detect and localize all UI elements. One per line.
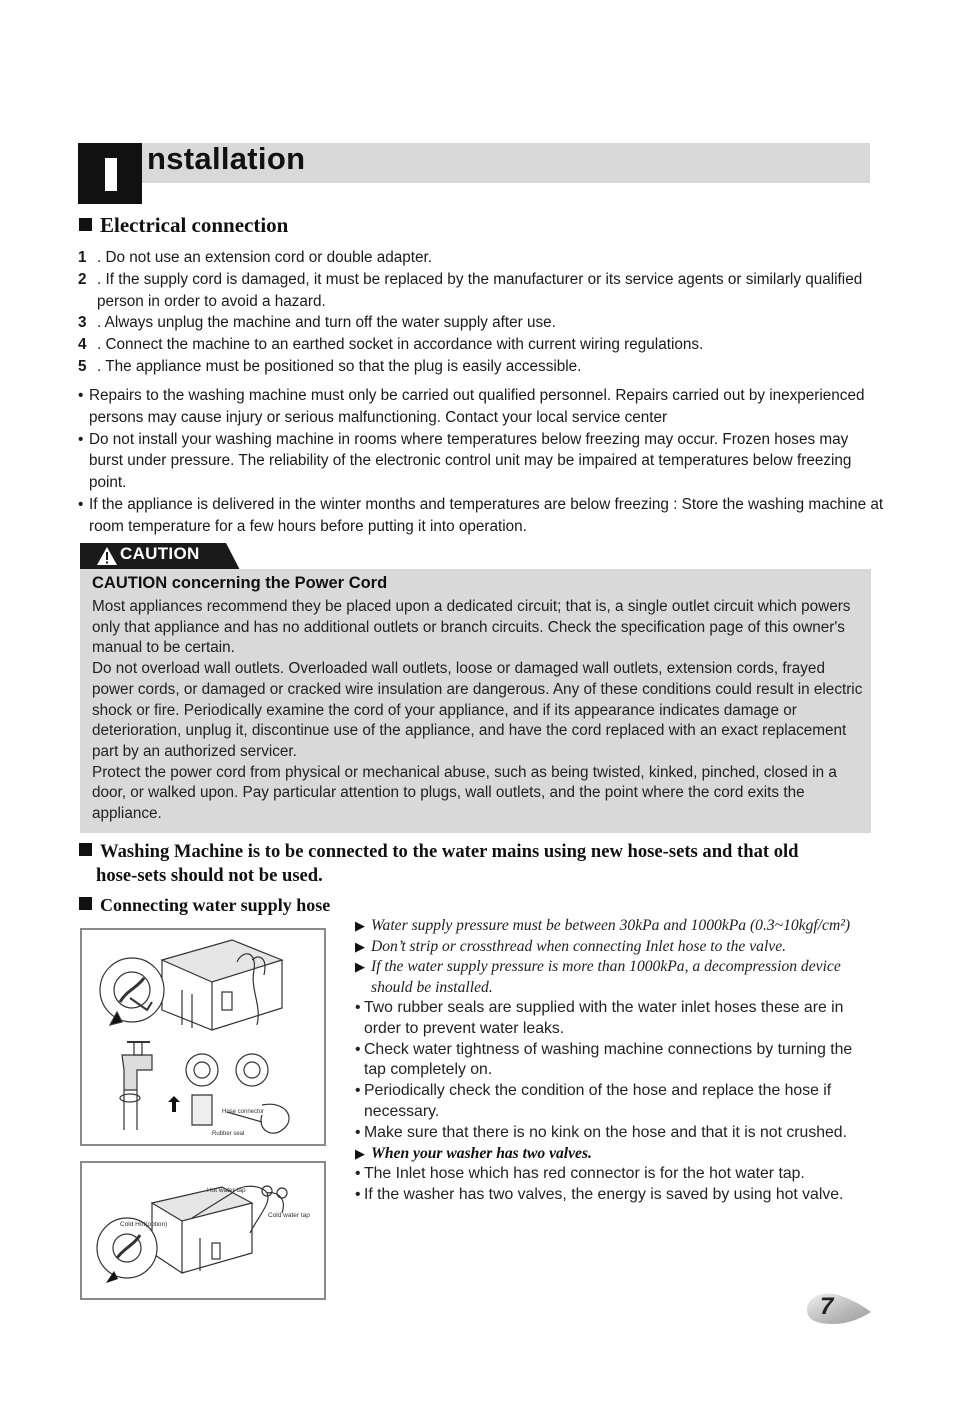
water-notice-line: hose-sets should not be used. <box>96 864 323 886</box>
list-item <box>78 429 884 494</box>
electrical-notes-list <box>78 385 884 538</box>
hot-water-tap-label: Hot water tap <box>207 1187 246 1194</box>
list-item <box>355 1185 875 1206</box>
bullet-dot: • <box>355 1040 361 1058</box>
bullet-dot: • <box>355 1082 361 1100</box>
step-text: . Always unplug the machine and turn off the water supply after use. <box>97 314 556 332</box>
two-valves-heading-text: When your washer has two valves. <box>371 1144 592 1162</box>
list-item <box>78 312 878 334</box>
list-item <box>355 998 875 1040</box>
title-initial-block <box>78 143 142 204</box>
list-item <box>78 269 878 313</box>
note-text: Do not install your washing machine in rooms where temperatures below freezing may occur. Frozen hoses may burst under pressure. The reliability of the electronic control unit may be impaired at temperatures below freezing point. <box>89 430 852 492</box>
rubber-seal-label: Rubber seal <box>212 1131 245 1137</box>
hose-connector-label: Hose connector <box>222 1109 265 1115</box>
hose-instructions <box>355 916 875 1206</box>
play-arrow-icon: ▶ <box>355 938 365 954</box>
step-number: 1 <box>78 249 87 266</box>
step-text: . Connect the machine to an earthed socket in accordance with current wiring regulations. <box>97 336 704 354</box>
step-text: . The appliance must be positioned so that the plug is easily accessible. <box>97 357 582 375</box>
bullet-text: Periodically check the condition of the hose and replace the hose if necessary. <box>364 1082 832 1120</box>
caution-body <box>92 597 867 825</box>
step-number: 5 <box>78 357 87 375</box>
step-text: . Do not use an extension cord or double adapter. <box>97 249 433 266</box>
list-item <box>78 334 878 356</box>
list-item <box>355 1081 875 1123</box>
square-bullet-icon <box>79 843 92 856</box>
cold-water-tap-label: Cold water tap <box>268 1212 310 1219</box>
note-text: Repairs to the washing machine must only be carried out qualified personnel. Repairs carried out by inexperienced persons may cause injury or serious malfunctioning. Contact your local service center <box>89 387 865 426</box>
step-text: . If the supply cord is damaged, it must be replaced by the manufacturer or its service agents or similarly qualified person in order to avoid a hazard. <box>97 270 863 310</box>
bullet-dot: • <box>355 999 361 1016</box>
two-valves-illustration <box>80 1161 326 1300</box>
bullet-dot: • <box>78 430 84 448</box>
caution-paragraph: Protect the power cord from physical or mechanical abuse, such as being twisted, kinked, pinched, closed in a door, or walked upon. Pay particular attention to plugs, wall outlets, and the point where the cord exits the appliance. <box>92 763 837 823</box>
hose-tip <box>355 937 875 958</box>
step-number: 2 <box>78 270 87 288</box>
up-arrow-icon <box>168 1096 180 1112</box>
bullet-dot: • <box>78 495 84 513</box>
play-arrow-icon: ▶ <box>355 1145 365 1161</box>
section-heading-electrical <box>79 213 288 238</box>
bullet-text: The Inlet hose which has red connector is for the hot water tap. <box>364 1165 805 1183</box>
bullet-dot: • <box>355 1165 361 1183</box>
caution-title: CAUTION concerning the Power Cord <box>92 574 388 592</box>
step-number: 3 <box>78 314 87 332</box>
tip-text: Don’t strip or crossthread when connecting Inlet hose to the valve. <box>371 937 787 955</box>
list-item <box>78 356 878 378</box>
electrical-steps-list <box>78 247 878 378</box>
washer-connection-drawing <box>82 930 324 1144</box>
note-text: If the appliance is delivered in the winter months and temperatures are below freezing : Store the washing machine at room temperature for a few hours before putting it into operation. <box>89 495 884 535</box>
two-valves-heading <box>355 1144 875 1165</box>
section-heading-hose <box>79 895 330 916</box>
bullet-dot: • <box>355 1123 361 1141</box>
water-notice-line: Washing Machine is to be connected to the water mains using new hose-sets and that old <box>100 841 799 862</box>
list-item <box>355 1123 875 1144</box>
square-bullet-icon <box>79 897 92 910</box>
hose-tip <box>355 916 875 937</box>
list-item <box>78 247 878 269</box>
bullet-text: If the washer has two valves, the energy is saved by using hot valve. <box>364 1185 844 1203</box>
caution-tab-label: CAUTION <box>120 544 200 563</box>
bullet-dot: • <box>78 387 84 404</box>
water-mains-notice <box>79 840 869 887</box>
bullet-text: Two rubber seals are supplied with the water inlet hoses these are in order to prevent water leaks. <box>364 999 844 1037</box>
page-number: 7 <box>820 1293 834 1320</box>
play-arrow-icon: ▶ <box>355 959 365 974</box>
play-arrow-icon: ▶ <box>355 918 365 933</box>
square-bullet-icon <box>79 218 92 231</box>
hose-tip <box>355 957 875 998</box>
bullet-dot: • <box>355 1185 361 1203</box>
tip-text: If the water supply pressure is more than 1000kPa, a decompression device should be installed. <box>371 958 841 996</box>
list-item <box>355 1040 875 1082</box>
page-number-badge <box>803 1288 873 1330</box>
bullet-text: Check water tightness of washing machine connections by turning the tap completely on. <box>364 1040 853 1079</box>
caution-paragraph: Do not overload wall outlets. Overloaded wall outlets, loose or damaged wall outlets, extension cords, frayed power cords, or damaged or cracked wire insulation are dangerous. Any of these conditions could result in electric shock or fire. Periodically examine the cord of your appliance, and if its appearance indicates damage or deterioration, unplug it, discontinue use of the appliance, and have the cord replaced with an exact replacement part by an authorized servicer. <box>92 660 863 760</box>
list-item <box>78 494 884 538</box>
cold-hot-option-label: Cold Hot(option) <box>120 1221 168 1228</box>
page-title: nstallation <box>147 141 306 176</box>
section-heading-text: Electrical connection <box>100 213 289 237</box>
list-item <box>355 1164 875 1185</box>
step-number: 4 <box>78 336 87 354</box>
section-heading-text: Connecting water supply hose <box>100 895 331 915</box>
list-item <box>78 385 884 429</box>
tip-text: Water supply pressure must be between 30kPa and 1000kPa (0.3~10kgf/cm²) <box>371 917 851 934</box>
page-number-shape <box>807 1294 871 1324</box>
bullet-text: Make sure that there is no kink on the hose and that it is not crushed. <box>364 1123 847 1141</box>
two-valve-washer-drawing <box>82 1163 324 1298</box>
hose-connection-illustration <box>80 928 326 1146</box>
caution-paragraph: Most appliances recommend they be placed upon a dedicated circuit; that is, a single outlet circuit which powers only that appliance and has no additional outlets or branch circuits. Check the specification page of this owner's manual to be certain. <box>92 598 851 657</box>
